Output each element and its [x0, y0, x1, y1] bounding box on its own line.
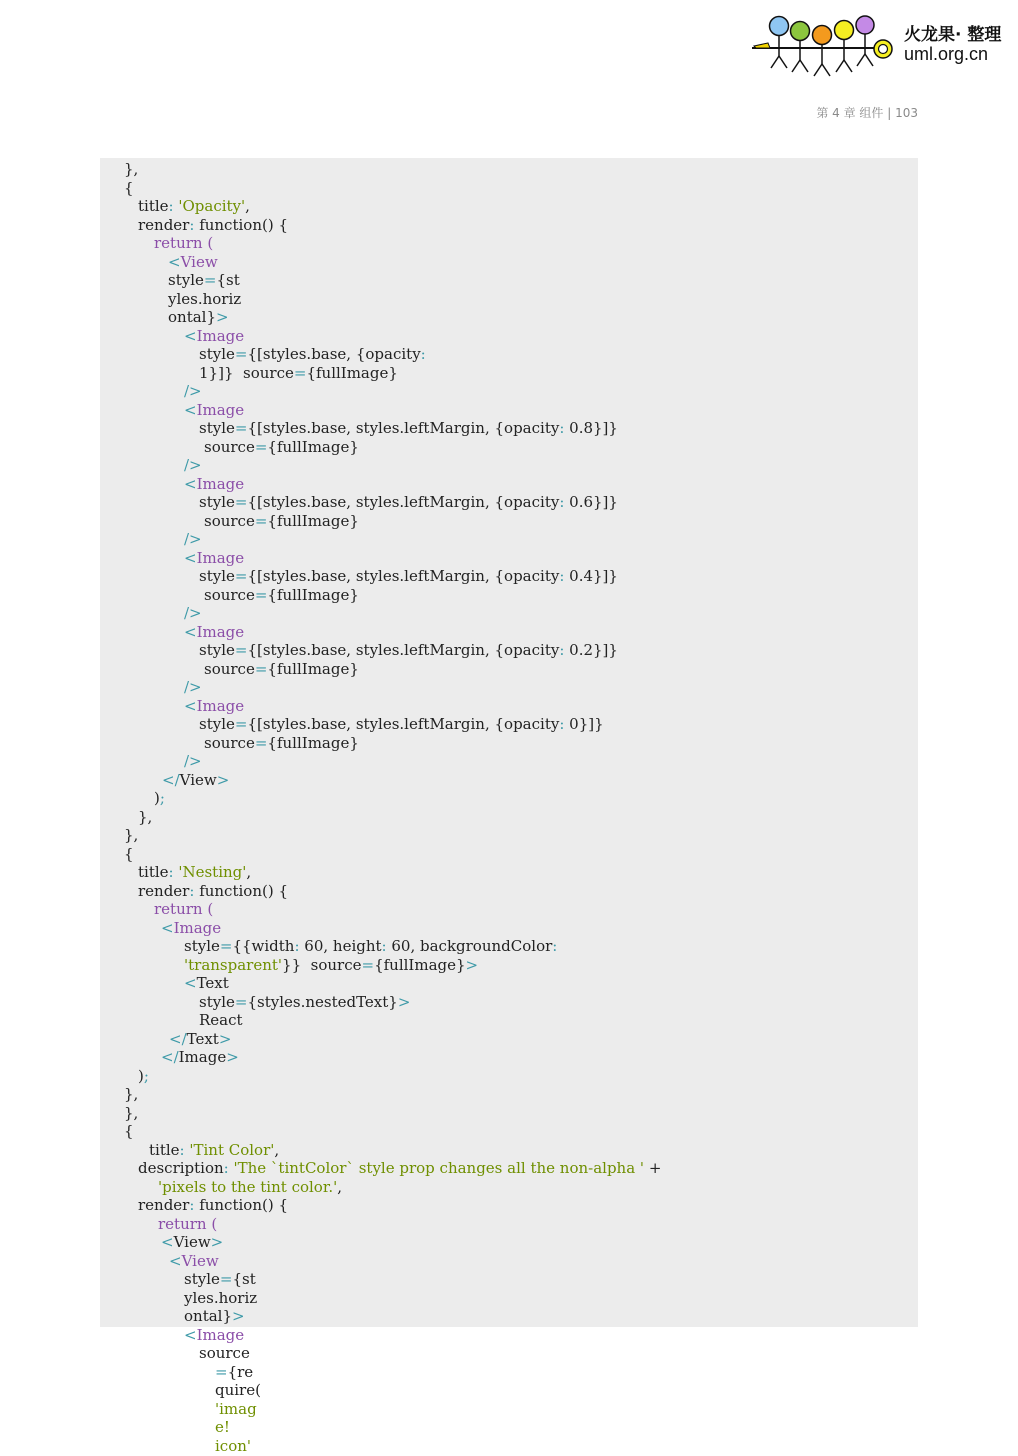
code-line	[184, 549, 244, 568]
code-line	[184, 937, 557, 956]
code-token: source	[204, 511, 255, 530]
code-line	[124, 1085, 138, 1104]
code-token: icon'	[215, 1436, 252, 1455]
code-token: <	[184, 326, 197, 345]
code-token: Image	[173, 918, 222, 937]
stick-figures-logo-icon	[748, 10, 898, 80]
code-line	[162, 771, 229, 790]
code-token: yles.horiz	[184, 1288, 258, 1307]
code-token: :	[168, 197, 179, 215]
code-token: source	[204, 437, 255, 456]
code-token: <	[184, 696, 197, 715]
code-token: =	[203, 271, 217, 289]
code-token: <	[184, 622, 197, 641]
code-token: :	[189, 881, 200, 900]
code-line	[158, 1215, 217, 1234]
page-header: 第 4 章 组件 | 103	[816, 106, 918, 120]
code-token: 'transparent'	[184, 955, 283, 974]
code-line	[204, 734, 359, 753]
code-token: ,	[245, 197, 250, 215]
code-line	[215, 1418, 230, 1437]
code-line	[199, 1011, 243, 1030]
code-line	[199, 1344, 250, 1363]
code-token: )	[154, 789, 160, 807]
code-token: style	[199, 715, 235, 733]
code-token: Image	[196, 548, 245, 567]
code-token: title	[138, 863, 169, 881]
code-token: <	[169, 1251, 182, 1270]
code-token: View	[173, 1233, 211, 1251]
code-line	[199, 567, 618, 586]
code-line	[184, 752, 202, 771]
code-token: title	[138, 197, 169, 215]
code-token: },	[124, 826, 139, 844]
code-token: :	[420, 345, 426, 363]
code-token: {[styles.base, styles.leftMargin, {opacity	[247, 493, 560, 511]
code-token: React	[199, 1011, 243, 1029]
code-line	[154, 900, 213, 919]
code-token: {fullImage}	[267, 659, 359, 678]
code-token: :	[552, 937, 558, 955]
code-token: 'Opacity'	[178, 197, 246, 215]
code-token: style	[168, 271, 204, 289]
code-line	[184, 475, 244, 494]
code-token: ,	[246, 863, 252, 881]
code-token: quire(	[215, 1381, 261, 1399]
code-token: style	[199, 992, 235, 1011]
code-line	[184, 1307, 245, 1326]
code-token: />	[184, 752, 202, 770]
code-line	[158, 1178, 342, 1197]
code-line	[154, 789, 165, 808]
code-token: {[styles.base, styles.leftMargin, {opacity	[247, 567, 560, 585]
code-token: 'pixels to the tint color.'	[158, 1177, 338, 1196]
code-token: 'Tint Color'	[189, 1140, 275, 1159]
code-line	[168, 308, 229, 327]
code-token: return (	[154, 234, 214, 252]
code-line	[215, 1381, 261, 1400]
code-token: function() {	[199, 215, 288, 234]
code-line	[184, 1270, 256, 1289]
code-token: {fullImage}	[267, 733, 359, 752]
code-token: source	[204, 659, 255, 678]
code-token: +	[644, 1159, 662, 1177]
code-token: :	[179, 1140, 190, 1159]
code-token: 'Nesting'	[178, 863, 247, 881]
code-line	[138, 808, 152, 827]
code-line	[184, 1289, 257, 1308]
code-token: />	[184, 604, 202, 622]
code-line	[215, 1363, 253, 1382]
code-line	[138, 1196, 288, 1215]
code-token: },	[138, 807, 153, 826]
code-token: ontal}	[168, 308, 217, 326]
code-line	[184, 327, 244, 346]
code-token: Image	[196, 696, 245, 715]
code-token: {re	[227, 1362, 254, 1381]
code-line	[199, 715, 604, 734]
code-token: {fullImage}	[374, 955, 466, 974]
code-token: </	[169, 1029, 187, 1048]
code-token: Image	[196, 400, 245, 419]
code-token: ,	[274, 1140, 280, 1159]
code-token: =	[219, 937, 233, 955]
code-line	[184, 401, 244, 420]
code-line	[168, 271, 240, 290]
code-line	[204, 586, 359, 605]
code-token: =	[234, 345, 248, 363]
code-line	[184, 382, 202, 401]
code-line	[204, 438, 359, 457]
code-token: View	[181, 1251, 219, 1270]
code-line	[154, 234, 213, 253]
code-token: <	[168, 252, 181, 271]
code-token: <	[184, 548, 197, 567]
code-token: >	[226, 1048, 239, 1066]
code-token: <	[161, 918, 174, 937]
code-token: :	[189, 1196, 200, 1214]
code-token: =	[219, 1270, 233, 1288]
code-token: {	[124, 1122, 134, 1140]
code-line	[124, 160, 138, 179]
code-token: style	[199, 345, 235, 363]
code-token: return (	[154, 900, 214, 918]
code-token: <	[184, 974, 197, 992]
code-line	[199, 993, 410, 1012]
code-token: {st	[232, 1270, 256, 1288]
code-token: <	[161, 1233, 174, 1251]
code-token: {fullImage}	[267, 437, 359, 456]
code-token: },	[124, 160, 139, 178]
code-line	[138, 197, 250, 216]
code-token: =	[234, 493, 248, 511]
code-line	[161, 1048, 239, 1067]
code-token: :	[559, 567, 570, 585]
code-token: render	[138, 215, 190, 234]
code-line	[168, 290, 241, 309]
code-token: function() {	[199, 881, 288, 900]
code-token: ontal}	[184, 1307, 233, 1325]
code-token: return (	[158, 1214, 218, 1233]
code-line	[215, 1400, 257, 1419]
code-line	[138, 1067, 149, 1086]
code-line	[168, 253, 218, 272]
code-token: title	[149, 1140, 180, 1159]
code-line	[124, 179, 134, 198]
logo-site: uml.org.cn	[904, 44, 989, 64]
code-token: >	[232, 1307, 245, 1325]
code-token: }} source	[282, 955, 362, 974]
code-token: =	[234, 419, 248, 437]
code-token: 0.8}]}	[569, 419, 618, 437]
code-token: =	[234, 567, 248, 585]
code-token: >	[218, 1029, 232, 1048]
code-token: Text	[196, 974, 229, 992]
code-token: 0}]}	[569, 715, 604, 733]
code-token: {[styles.base, styles.leftMargin, {opacity	[247, 715, 560, 733]
code-token: source	[199, 1344, 250, 1362]
code-token: {[styles.base, styles.leftMargin, {opacity	[247, 641, 560, 659]
code-token: {	[124, 844, 134, 863]
code-token: style	[199, 641, 235, 659]
code-line	[169, 1030, 231, 1049]
code-token: <	[184, 474, 197, 493]
code-token: {	[124, 178, 134, 197]
code-token: <	[184, 400, 197, 419]
code-token: >	[397, 992, 411, 1011]
code-token: />	[184, 382, 202, 400]
code-line	[184, 530, 202, 549]
code-token: 0.4}]}	[569, 567, 618, 585]
code-line	[184, 604, 202, 623]
code-token: {[styles.base, styles.leftMargin, {opacity	[247, 419, 560, 437]
code-token: :	[294, 937, 305, 955]
code-token: render	[138, 881, 190, 900]
code-token: 'The `tintColor` style prop changes all the non-alpha '	[233, 1159, 645, 1177]
code-line	[138, 216, 288, 235]
code-token: :	[381, 937, 392, 955]
code-token: },	[124, 1085, 139, 1103]
code-token: source	[204, 585, 255, 604]
code-token: :	[223, 1159, 234, 1177]
code-line	[169, 1252, 219, 1271]
code-line	[199, 364, 398, 383]
code-line	[184, 623, 244, 642]
code-line	[199, 419, 618, 438]
code-line	[184, 956, 478, 975]
code-line	[184, 678, 202, 697]
code-line	[149, 1141, 279, 1160]
code-token: style	[184, 1270, 220, 1288]
code-token: Image	[196, 622, 245, 641]
code-token: {{width	[232, 937, 295, 955]
code-line	[138, 1159, 661, 1178]
code-line	[204, 512, 359, 531]
code-token: </	[162, 770, 180, 789]
code-line	[124, 1122, 134, 1141]
code-line	[138, 882, 288, 901]
code-token: style	[184, 937, 220, 955]
code-token: <	[184, 1325, 197, 1344]
code-line	[124, 845, 134, 864]
code-token: {fullImage}	[306, 363, 398, 382]
code-token: :	[559, 715, 570, 733]
code-line	[204, 660, 359, 679]
code-token: View	[180, 252, 218, 271]
code-token: =	[254, 585, 268, 604]
code-token: style	[199, 567, 235, 585]
code-line	[161, 1233, 223, 1252]
code-token: =	[361, 955, 375, 974]
code-line	[184, 974, 229, 993]
code-line	[199, 493, 618, 512]
code-line	[124, 1104, 138, 1123]
code-token: ,	[337, 1177, 343, 1196]
code-token: function() {	[199, 1196, 288, 1214]
code-line	[138, 863, 251, 882]
code-token: 0.6}]}	[569, 493, 618, 511]
code-token: =	[254, 437, 268, 456]
code-line	[184, 456, 202, 475]
site-logo	[748, 10, 1010, 80]
code-token: >	[216, 308, 229, 326]
code-line	[161, 919, 221, 938]
code-token: =	[254, 659, 268, 678]
code-token: =	[293, 363, 307, 382]
code-token: =	[234, 715, 248, 733]
code-token: =	[254, 733, 268, 752]
code-token: ;	[159, 789, 165, 807]
code-token: />	[184, 530, 202, 548]
code-token: :	[168, 863, 179, 881]
code-token: source	[204, 733, 255, 752]
code-token: >	[465, 955, 479, 974]
code-token: >	[210, 1233, 224, 1251]
code-token: View	[179, 770, 217, 789]
code-token: {st	[216, 271, 240, 289]
code-token: :	[189, 215, 200, 234]
code-token: {fullImage}	[267, 511, 359, 530]
code-token: 60, backgroundColor	[391, 937, 553, 955]
code-token: :	[559, 641, 570, 659]
code-line	[199, 345, 426, 364]
code-token: </	[161, 1048, 179, 1066]
code-token: Text	[186, 1029, 219, 1048]
code-token: render	[138, 1196, 190, 1214]
code-token: =	[254, 511, 268, 530]
code-token: Image	[196, 1325, 245, 1344]
code-line	[124, 826, 138, 845]
code-token: />	[184, 678, 202, 696]
code-token: e!	[215, 1418, 230, 1436]
code-token: description	[138, 1159, 224, 1177]
code-token: {styles.nestedText}	[247, 992, 398, 1011]
code-token: =	[215, 1362, 228, 1381]
code-token: 'imag	[215, 1399, 257, 1418]
code-line	[184, 1326, 244, 1345]
code-token: Image	[178, 1048, 227, 1066]
code-token: :	[559, 419, 570, 437]
code-token: 1}]} source	[199, 363, 294, 382]
code-token: :	[559, 493, 570, 511]
code-token: yles.horiz	[168, 289, 242, 308]
code-token: style	[199, 493, 235, 511]
code-line	[184, 697, 244, 716]
logo-name: 火龙果· 整理	[904, 25, 1002, 45]
code-token: Image	[196, 326, 245, 345]
code-token: =	[234, 641, 248, 659]
code-token: >	[216, 770, 230, 789]
code-token: 0.2}]}	[569, 641, 618, 659]
code-token: {fullImage}	[267, 585, 359, 604]
code-token: ;	[143, 1066, 149, 1085]
code-line	[199, 641, 618, 660]
code-token: },	[124, 1103, 139, 1122]
code-token: />	[184, 456, 202, 474]
code-token: Image	[196, 474, 245, 493]
code-token: )	[138, 1066, 144, 1085]
code-token: {[styles.base, {opacity	[247, 345, 421, 363]
code-token: =	[234, 992, 248, 1011]
code-token: 60, height	[304, 937, 382, 955]
code-line	[215, 1437, 251, 1456]
code-token: style	[199, 419, 235, 437]
